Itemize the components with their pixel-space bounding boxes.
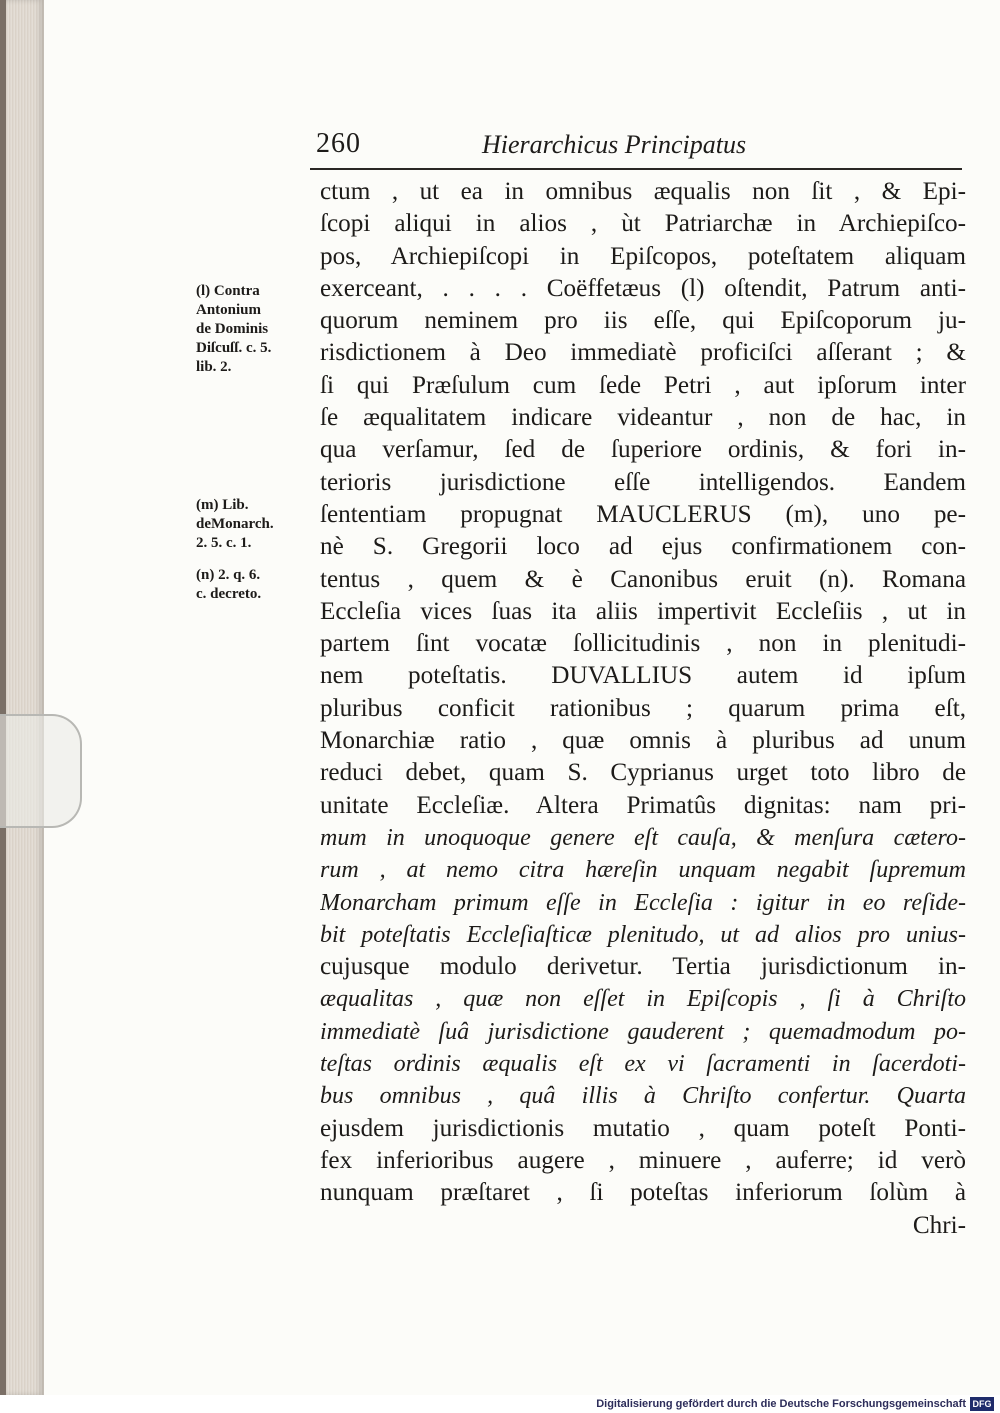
body-line: Monarcham primum eſſe in Eccleſia : igitur in eo reſide- — [320, 889, 966, 916]
body-line: cujusque modulo derivetur. Tertia jurisdictionum in- — [320, 953, 966, 981]
body-line: Monarchiæ ratio , quæ omnis à pluribus ad unum — [320, 727, 966, 755]
body-line: mum in unoquoque genere eſt cauſa, & menſura cætero- — [320, 824, 966, 851]
body-line: bus omnibus , quâ illis à Chriſto confertur. Quarta — [320, 1083, 966, 1110]
body-line: qua verſamur, ſed de ſuperiore ordinis, & fori in- — [320, 436, 966, 464]
body-line: ſe æqualitatem indicare videantur , non de hac, in — [320, 404, 966, 432]
body-line: immediatè ſuâ jurisdictione gauderent ; quemadmodum po- — [320, 1018, 966, 1045]
book-page-edges — [0, 0, 44, 1395]
body-line: ſententiam propugnat MAUCLERUS (m), uno pe- — [320, 500, 966, 528]
body-line: quorum neminem pro iis eſſe, qui Epiſcoporum ju- — [320, 307, 966, 335]
body-line: pluribus conficit rationibus ; quarum prima eſt, — [320, 694, 966, 722]
body-line: ejusdem jurisdictionis mutatio , quam poteſt Ponti- — [320, 1114, 966, 1142]
body-line: reduci debet, quam S. Cyprianus urget toto libro de — [320, 759, 966, 787]
body-text — [320, 176, 966, 1242]
page-header — [316, 128, 962, 168]
catchword: Chri- — [912, 1211, 966, 1239]
body-line: fex inferioribus augere , minuere , auferre; id verò — [320, 1146, 966, 1174]
body-line: pos, Archiepiſcopi in Epiſcopos, poteſtatem aliquam — [320, 242, 966, 270]
bookmark-tab — [0, 714, 82, 828]
body-line: ſi qui Præſulum cum ſede Petri , aut ipſorum inter — [320, 371, 966, 399]
body-line: bit poteſtatis Eccleſiaſticæ plenitudo, ut ad alios pro unius- — [320, 921, 966, 948]
body-line: ſcopi aliqui in alios , ùt Patriarchæ in Archiepiſco- — [320, 210, 966, 238]
body-line: æqualitas , quæ non eſſet in Epiſcopis , ſi à Chriſto — [320, 986, 966, 1013]
body-line: ctum , ut ea in omnibus æqualis non ſit , & Epi- — [320, 178, 966, 205]
body-line: Eccleſia vices ſuas ita aliis impertivit Eccleſiis , ut in — [320, 597, 966, 625]
margin-note-n: (n) 2. q. 6. c. decreto. — [196, 567, 262, 602]
body-line: rum , at nemo citra hæreſin unquam negabit ſupremum — [320, 857, 966, 884]
dfg-logo: DFG — [970, 1397, 994, 1411]
body-line: terioris jurisdictione eſſe intelligendos. Eandem — [320, 468, 966, 496]
margin-note-l: (l) Contra Antonium de Dominis Diſcuſſ. c. 5. lib. 2. — [196, 283, 272, 375]
footer-credit: Digitalisierung gefördert durch die Deutsche Forschungsgemeinschaft — [596, 1398, 966, 1410]
page-number: 260 — [316, 128, 361, 159]
body-line: exerceant, . . . . Coëffetæus (l) oſtendit, Patrum anti- — [320, 274, 966, 302]
body-line: unitate Eccleſiæ. Altera Primatûs dignitas: nam pri- — [320, 791, 966, 819]
body-line: tentus , quem & è Canonibus eruit (n). Romana — [320, 565, 966, 593]
body-line: risdictionem à Deo immediatè proficiſci aſſerant ; & — [320, 339, 966, 367]
book-spine-shadow — [0, 0, 6, 1395]
body-line: nè S. Gregorii loco ad ejus confirmationem con- — [320, 533, 966, 561]
body-line: nunquam præſtaret , ſi poteſtas inferiorum ſolùm à — [320, 1179, 966, 1207]
body-line: nem poteſtatis. DUVALLIUS autem id ipſum — [320, 662, 966, 690]
body-line: teſtas ordinis æqualis eſt ex vi ſacramenti in ſacerdoti- — [320, 1051, 966, 1078]
header-rule — [310, 168, 962, 170]
margin-note-m: (m) Lib. deMonarch. 2. 5. c. 1. — [196, 497, 274, 551]
body-line: partem ſint vocatæ ſollicitudinis , non in plenitudi- — [320, 630, 966, 658]
running-head: Hierarchicus Principatus — [482, 130, 747, 159]
